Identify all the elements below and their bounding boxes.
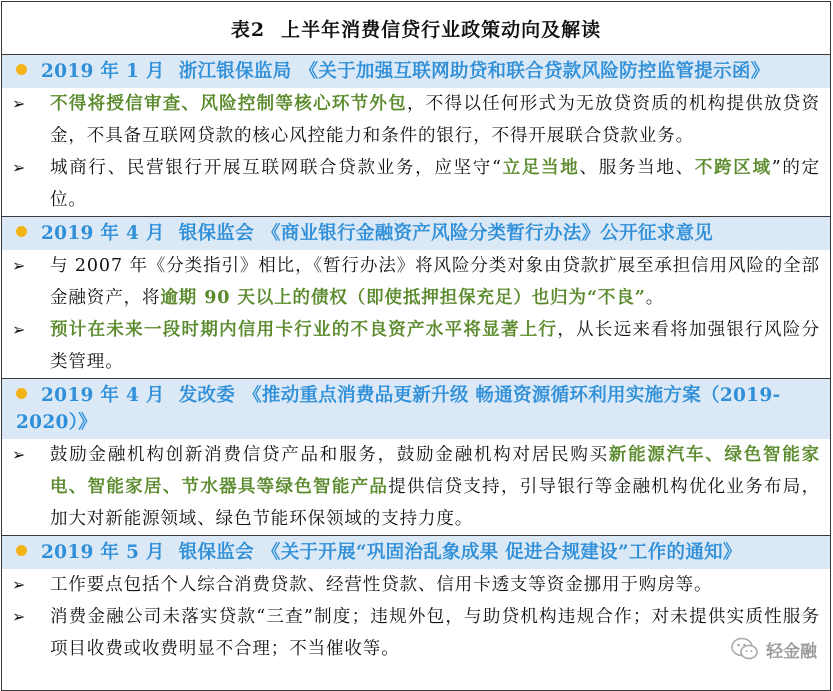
table-title [2,2,830,55]
item-text [50,88,820,152]
highlight-text: 不跨区域 [694,158,772,178]
section-date: 2019 年 4 月 [41,385,165,406]
section-doc: 《关于开展“巩固治乱象成果 促进合规建设”工作的通知》 [261,542,742,563]
plain-text: ”的定位。 [50,158,820,210]
bullet-dot-icon [16,545,27,556]
section-header [2,216,830,250]
item-text: 工作要点包括个人综合消费贷款、经营性贷款、信用卡透支等资金挪用于购房等。 [50,575,713,595]
table-title-text: 上半年消费信贷行业政策动向及解读 [281,18,602,41]
section-header [2,55,830,88]
plain-text: 。 [645,288,665,308]
highlight-text: 不得将授信审查、风险控制等核心环节外包 [50,94,407,114]
table-number: 表2 [230,18,266,41]
arrow-bullet-icon: ➢ [12,320,26,339]
section-org: 银保监会 [178,542,254,563]
highlight-text: 立足当地 [501,158,580,178]
bullet-dot-icon [16,226,27,237]
section-doc: 《关于加强互联网助贷和联合贷款风险防控监管提示函》 [299,61,770,82]
plain-text: ，从长远来看将加强银行风险分类管理。 [50,320,820,372]
arrow-bullet-icon: ➢ [12,575,26,594]
plain-text: 鼓励金融机构创新消费信贷产品和服务，鼓励金融机构对居民购买 [50,445,609,465]
bullet-dot-icon [16,64,27,75]
plain-text: 城商行、民营银行开展互联网联合贷款业务，应坚守“ [50,158,502,178]
section-date: 2019 年 1 月 [41,61,165,82]
plain-text: ，不得以任何形式为无放贷资质的机构提供放贷资金，不具备互联网贷款的核心风控能力和条件的银行，不得开展联合贷款业务。 [50,94,820,146]
item-text [50,250,820,314]
plain-text: 提供信贷支持，引导银行等金融机构优化业务布局，加大对新能源领域、绿色节能环保领域的支持力度。 [50,477,820,529]
section-org: 银保监会 [178,223,254,244]
arrow-bullet-icon: ➢ [12,256,26,275]
arrow-bullet-icon: ➢ [12,607,26,626]
item-text: 消费金融公司未落实贷款“三查”制度；违规外包，与助贷机构违规合作；对未提供实质性服务项目收费或收费明显不合理；不当催收等。 [50,607,820,659]
section-doc: 《商业银行金融资产风险分类暂行办法》公开征求意见 [261,223,714,244]
section-doc: 《推动重点消费品更新升级 畅通资源循环利用实施方案（2019-2020）》 [16,385,781,433]
watermark-text: 轻金融 [766,641,817,662]
highlight-text: 逾期 90 天以上的债权（即使抵押担保充足）也归为“不良” [160,288,646,308]
plain-text: 、服务当地、 [579,158,695,178]
section-org: 浙江银保监局 [178,61,292,82]
arrow-bullet-icon: ➢ [12,158,26,177]
section-header [2,378,830,439]
bullet-dot-icon [16,388,27,399]
list-item [2,314,830,378]
list-item [2,439,830,535]
section-date: 2019 年 4 月 [41,223,165,244]
arrow-bullet-icon: ➢ [12,94,26,113]
highlight-text: 新能源汽车、绿色智能家电、智能家居、节水器具等绿色智能产品 [50,445,820,497]
item-text [50,439,820,535]
arrow-bullet-icon: ➢ [12,445,26,464]
highlight-text: 预计在未来一段时期内信用卡行业的不良资产水平将显著上行 [50,320,558,340]
policy-table [1,1,831,691]
watermark [730,636,817,662]
wechat-logo-icon [730,636,760,662]
plain-text: 与 2007 年《分类指引》相比，《暂行办法》将风险分类对象由贷款扩展至承担信用风险的全部金融资产，将 [50,256,820,308]
list-item [2,88,830,152]
item-text [50,152,820,216]
section-header [2,535,830,569]
item-text [50,314,820,378]
list-item [2,152,830,216]
list-item [2,250,830,314]
section-date: 2019 年 5 月 [41,542,165,563]
list-item [2,601,830,665]
section-org: 发改委 [178,385,236,406]
list-item [2,569,830,601]
